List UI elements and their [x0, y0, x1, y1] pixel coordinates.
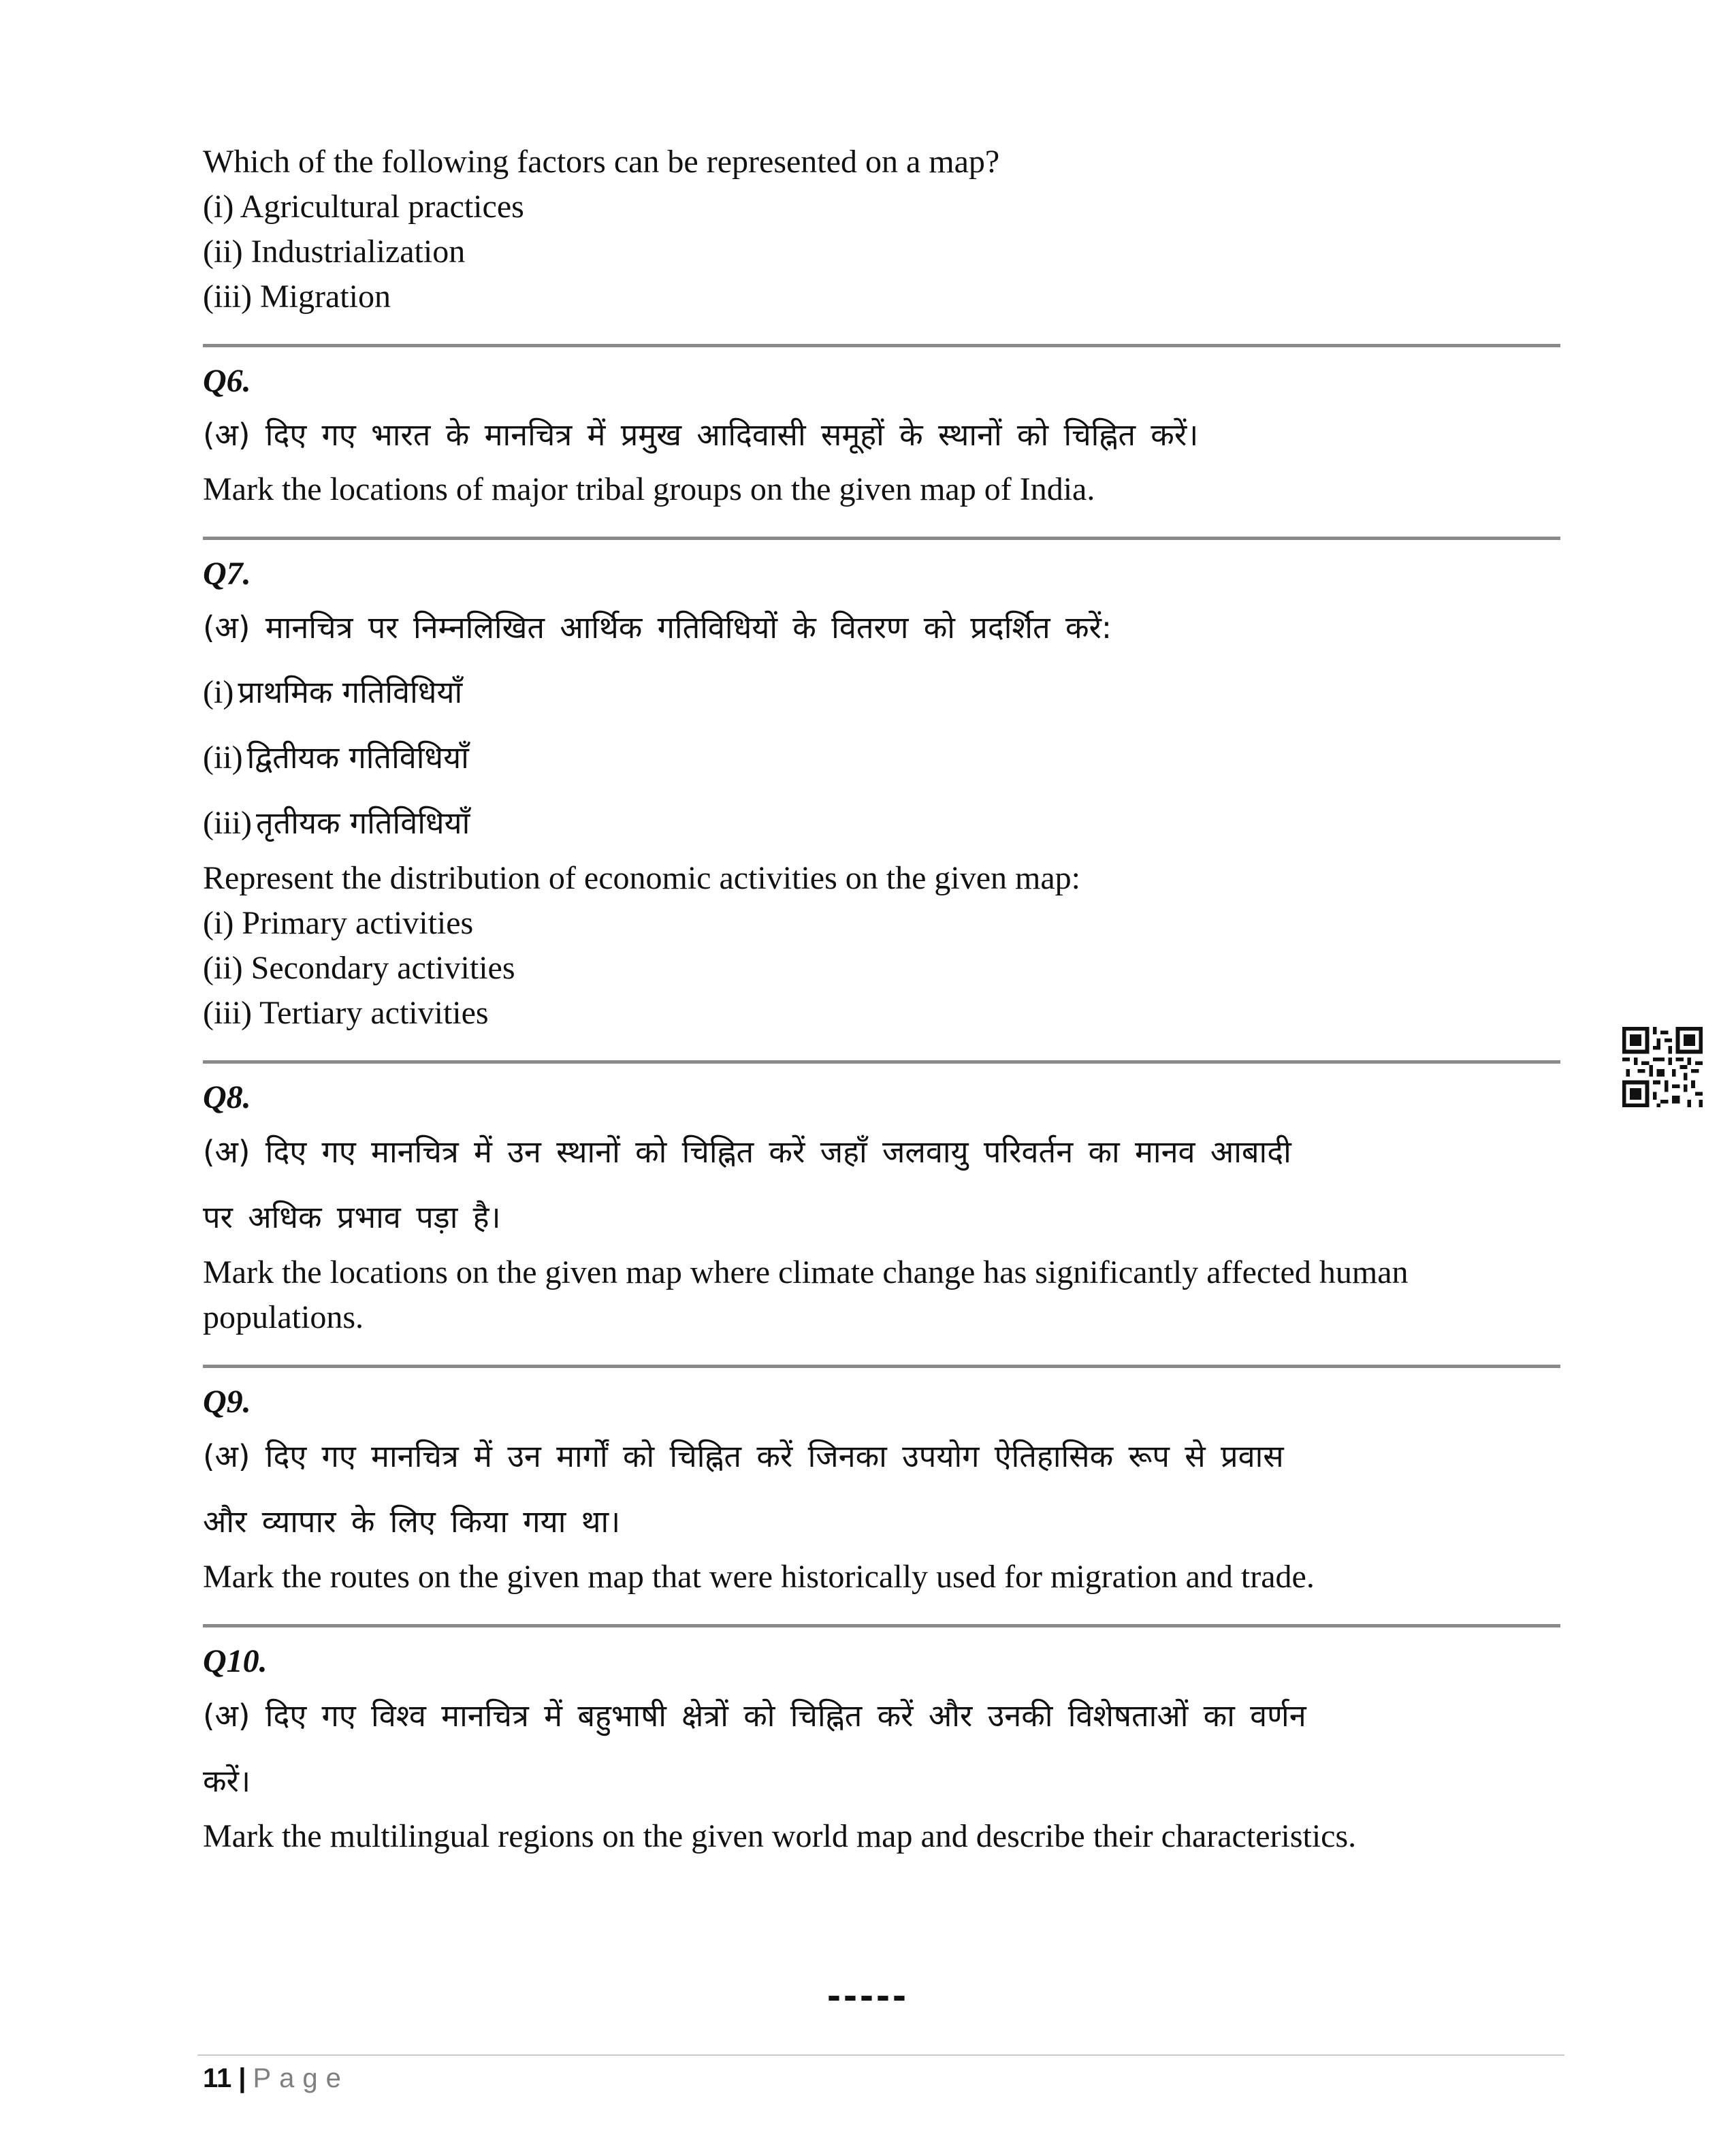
- question-hindi-text: करें।: [203, 1763, 251, 1799]
- questions-content: [203, 140, 1560, 1859]
- qr-code-icon: [1622, 1027, 1703, 1107]
- english-option: (iii) Tertiary activities: [203, 995, 489, 1031]
- option-text: द्वितीयक गतिविधियाँ: [246, 740, 469, 776]
- option-text: प्राथमिक गतिविधियाँ: [238, 674, 463, 710]
- question-hindi-text: (अ) दिए गए मानचित्र में उन मार्गों को चिह्नित करें जिनका उपयोग ऐतिहासिक रूप से प्रवास: [203, 1438, 1284, 1474]
- footer-divider: [197, 2054, 1564, 2056]
- question-hindi-text: और व्यापार के लिए किया गया था।: [203, 1504, 621, 1540]
- intro-option: (i) Agricultural practices: [203, 189, 524, 225]
- intro-option: (ii) Industrialization: [203, 234, 466, 270]
- question-label: Q9.: [203, 1384, 251, 1420]
- question-hindi-text: (अ) दिए गए विश्व मानचित्र में बहुभाषी क्षेत्रों को चिह्नित करें और उनकी विशेषताओं का वर्णन: [203, 1698, 1306, 1734]
- section-divider: [203, 344, 1560, 347]
- option-number: (i): [203, 674, 234, 710]
- page-word: Page: [253, 2063, 349, 2093]
- english-option: (ii) Secondary activities: [203, 950, 515, 986]
- question-hindi-text: (अ) मानचित्र पर निम्नलिखित आर्थिक गतिविधियों के वितरण को प्रदर्शित करें:: [203, 609, 1112, 646]
- hindi-option: [203, 660, 1560, 725]
- section-divider: [203, 1060, 1560, 1064]
- footer-separator: |: [238, 2063, 246, 2093]
- intro-question: Which of the following factors can be represented on a map?: [203, 144, 1000, 180]
- section-divider: [203, 537, 1560, 540]
- question-english-text: Mark the locations of major tribal groups on the given map of India.: [203, 471, 1095, 507]
- question-label: Q7.: [203, 556, 251, 592]
- question-label: Q8.: [203, 1079, 251, 1115]
- intro-option: (iii) Migration: [203, 279, 391, 315]
- page-number: 11: [203, 2063, 232, 2093]
- section-divider: [203, 1365, 1560, 1368]
- question-9: [203, 1380, 1560, 1600]
- question-7: [203, 552, 1560, 1036]
- question-10: [203, 1640, 1560, 1859]
- question-label: Q10.: [203, 1643, 268, 1679]
- question-hindi-text: पर अधिक प्रभाव पड़ा है।: [203, 1199, 501, 1235]
- question-8: [203, 1076, 1560, 1340]
- question-label: Q6.: [203, 363, 251, 399]
- option-text: तृतीयक गतिविधियाँ: [255, 805, 470, 841]
- question-hindi-text: (अ) दिए गए मानचित्र में उन स्थानों को चिह्नित करें जहाँ जलवायु परिवर्तन का मानव आबादी: [203, 1134, 1291, 1170]
- question-english-text: Mark the locations on the given map where climate change has significantly affected human: [203, 1254, 1409, 1290]
- english-option: (i) Primary activities: [203, 905, 474, 941]
- hindi-option: [203, 791, 1560, 856]
- question-english-text: Mark the multilingual regions on the given world map and describe their characteristics.: [203, 1818, 1357, 1854]
- question-english-text: Represent the distribution of economic activities on the given map:: [203, 860, 1081, 896]
- option-number: (ii): [203, 740, 243, 776]
- hindi-option: [203, 725, 1560, 791]
- question-6: [203, 360, 1560, 512]
- section-divider: [203, 1624, 1560, 1627]
- end-marker: -----: [827, 1972, 909, 2018]
- question-english-text: Mark the routes on the given map that were historically used for migration and trade.: [203, 1559, 1315, 1595]
- question-hindi-text: (अ) दिए गए भारत के मानचित्र में प्रमुख आदिवासी समूहों के स्थानों को चिह्नित करें।: [203, 417, 1199, 453]
- page-footer: [203, 2058, 349, 2099]
- option-number: (iii): [203, 805, 252, 841]
- question-english-text: populations.: [203, 1299, 364, 1335]
